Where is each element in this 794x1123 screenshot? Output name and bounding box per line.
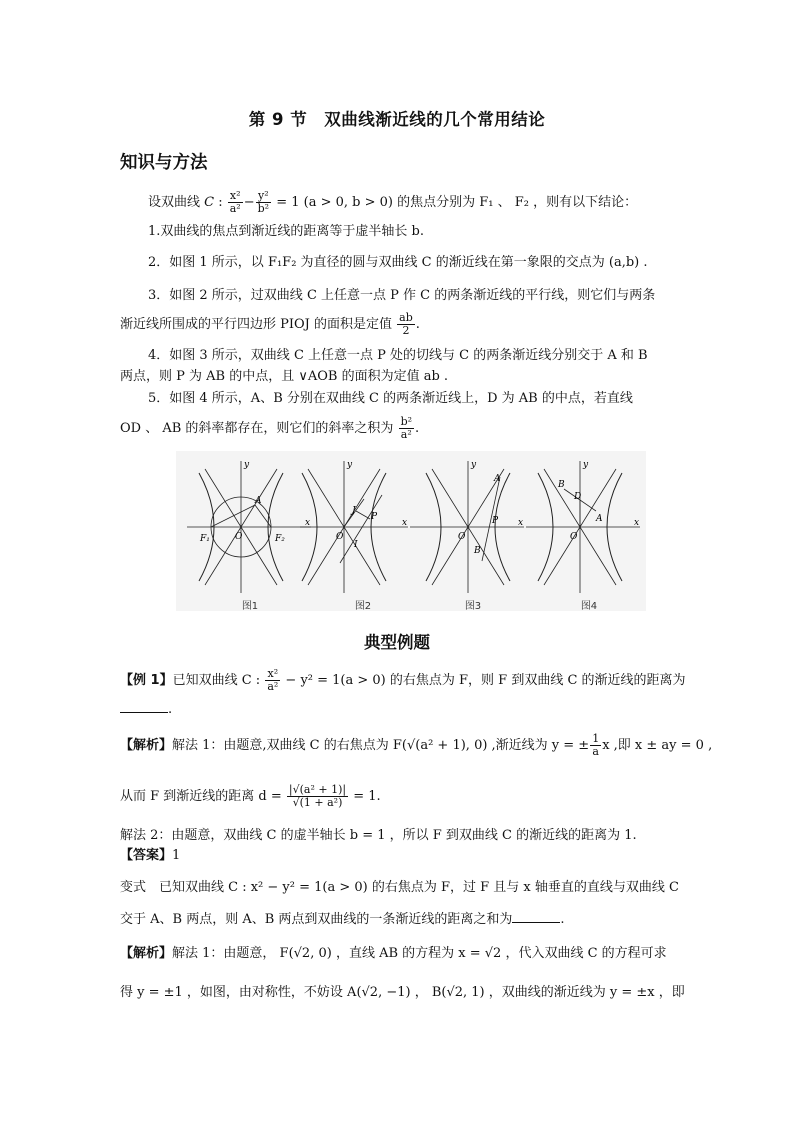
- fig2-label-p: P: [371, 512, 378, 522]
- item-5-line2: OD 、 AB 的斜率都存在，则它们的斜率之积为 $\frac{\text{b²}}{\text{a²}}$ .: [120, 415, 420, 441]
- fig1-label-a: A: [255, 496, 262, 506]
- intro-eq-c: C: [204, 195, 215, 210]
- intro-condition: (a > 0, b > 0): [303, 195, 393, 210]
- item-3-line2: 渐近线所围成的平行四边形 PIOJ 的面积是定值 $\frac{ab}{2}$ .: [120, 311, 420, 337]
- fig3-label-y: y: [471, 460, 477, 470]
- intro-post: 的焦点分别为 F₁ 、 F₂ ，则有以下结论：: [393, 195, 638, 210]
- example-1-mid: − y² = 1(a > 0) 的右焦点为 F，则 F 到双曲线 C 的渐近线的距离为: [281, 673, 686, 688]
- fraction-ab-2: $\frac{ab}{2}$: [399, 311, 413, 337]
- fig4-label-o: O: [570, 532, 578, 542]
- figure-3: [408, 455, 538, 610]
- item-5-line1: 5．如图 4 所示，A、B 分别在双曲线 C 的两条渐近线上，D 为 AB 的中点，若直线: [148, 391, 633, 406]
- figure-3-graph: [408, 455, 538, 595]
- fig4-label-x: x: [634, 518, 640, 528]
- analysis-2-line1: 【解析】解法 1：由题意， F(√2, 0) ，直线 AB 的方程为 x = √2 ，代入双曲线 C 的方程可求: [120, 946, 667, 961]
- fig4-label-d: D: [574, 492, 582, 502]
- answer-1-line: [120, 846, 180, 866]
- analysis-1-line1: 【解析】解法 1：由题意,双曲线 C 的右焦点为 F(√(a² + 1), 0) ,渐近线为 y = ± $\frac{1}{a}$ x ,即 x ± ay = 0 ,: [120, 732, 713, 758]
- fig4-label-y: y: [583, 460, 589, 470]
- fig1-label-x: x: [305, 518, 311, 528]
- analysis-1-tag: 【解析】: [120, 738, 173, 753]
- answer-blank: [120, 700, 168, 713]
- figure-4-caption: 图4: [580, 601, 598, 612]
- answer-1-tag: 【答案】: [120, 848, 173, 863]
- fig3-label-a: A: [494, 474, 501, 484]
- fraction-x2-a2-example: $\frac{\text{x²}}{\text{a²}}$: [267, 667, 279, 693]
- page-title: 第 9 节 双曲线渐近线的几个常用结论: [248, 110, 546, 129]
- fig1-label-f1: F₁: [200, 534, 210, 544]
- example-1-tag: 【例 1】: [120, 673, 173, 688]
- fig2-label-x: x: [402, 518, 408, 528]
- analysis-1-line3: 解法 2：由题意，双曲线 C 的虚半轴长 b = 1 ，所以 F 到双曲线 C 的渐近线的距离为 1.: [120, 828, 637, 843]
- answer-1-value: 1: [172, 848, 181, 863]
- fig4-label-b: B: [558, 480, 565, 490]
- analysis-2-tag: 【解析】: [120, 946, 173, 961]
- figure-1-caption: 图1: [241, 601, 259, 612]
- fig1-label-o: O: [235, 532, 243, 542]
- figure-3-caption: 图3: [464, 601, 482, 612]
- fig3-label-b: B: [474, 546, 481, 556]
- section-heading-knowledge: 知识与方法: [120, 153, 208, 173]
- fig1-label-f2: F₂: [275, 534, 285, 544]
- example-1-line: [120, 668, 686, 693]
- figure-2-caption: 图2: [354, 601, 372, 612]
- fig3-label-p: P: [492, 516, 499, 526]
- analysis-2-line2: 得 y = ±1 ，如图，由对称性，不妨设 A(√2, −1) ， B(√2, 1) ，双曲线的渐近线为 y = ±x ，即: [120, 985, 685, 1000]
- figure-1: [185, 455, 315, 610]
- analysis-1-line2: 从而 F 到渐近线的距离 d = $\frac{\text{|√(a² + 1)|}}{\text{√(1 + a²)}}$ = 1.: [120, 783, 381, 809]
- item-4-line2: 两点，则 P 为 AB 的中点，且 ∨AOB 的面积为定值 ab .: [120, 369, 449, 384]
- intro-pre: 设双曲线: [148, 195, 205, 210]
- figure-1-graph: [185, 455, 315, 595]
- fraction-x2-a2: $\frac{\text{x²}}{\text{a²}}$: [229, 189, 241, 215]
- figure-4-graph: [524, 455, 654, 595]
- fig2-label-y: y: [347, 460, 353, 470]
- item-4-line1: 4．如图 3 所示，双曲线 C 上任意一点 P 处的切线与 C 的两条渐近线分别交于 A 和 B: [148, 348, 648, 363]
- fig3-label-o: O: [458, 532, 466, 542]
- fraction-y2-b2: $\frac{\text{y²}}{\text{b²}}$: [257, 189, 270, 215]
- item-3-line1: 3．如图 2 所示，过双曲线 C 上任意一点 P 作 C 的两条渐近线的平行线，则它们与两条: [148, 288, 656, 303]
- fig2-label-j: J: [352, 506, 356, 516]
- section-heading-examples: 典型例题: [364, 633, 430, 652]
- fraction-b2-a2: $\frac{\text{b²}}{\text{a²}}$: [400, 415, 413, 441]
- fig1-label-y: y: [244, 460, 250, 470]
- fig3-label-x: x: [518, 518, 524, 528]
- item-1: 1.双曲线的焦点到渐近线的距离等于虚半轴长 b.: [148, 224, 424, 239]
- fig2-label-o: O: [336, 532, 344, 542]
- variant-line1: 变式 已知双曲线 C : x² − y² = 1(a > 0) 的右焦点为 F，过 F 且与 x 轴垂直的直线与双曲线 C: [120, 880, 679, 895]
- variant-blank: [512, 910, 560, 923]
- figure-4: [524, 455, 654, 610]
- fraction-distance: $\frac{\text{|√(a² + 1)|}}{\text{√(1 + a²)}}$: [288, 783, 347, 809]
- example-1-pre: 已知双曲线 C :: [172, 673, 265, 688]
- example-1-blank-line: .: [120, 700, 172, 720]
- item-2: 2．如图 1 所示，以 F₁F₂ 为直径的圆与双曲线 C 的渐近线在第一象限的交点为 (a,b) .: [148, 255, 648, 270]
- intro-eq-rest: = 1: [272, 195, 300, 210]
- fraction-1-a: $\frac{1}{a}$: [592, 732, 600, 758]
- intro-line: 设双曲线 C : $\frac{\text{x²}}{\text{a²}}$ − $\frac{\text{y²}}{\text{b²}}$ = 1 (a > 0, b > 0) 的焦点分别为 F₁ 、 F₂ ，则有以下结论：: [148, 189, 638, 215]
- variant-line2: 交于 A、B 两点，则 A、B 两点到双曲线的一条渐近线的距离之和为 .: [120, 912, 565, 927]
- fig4-label-a: A: [596, 514, 603, 524]
- fig2-label-i: I: [354, 540, 358, 550]
